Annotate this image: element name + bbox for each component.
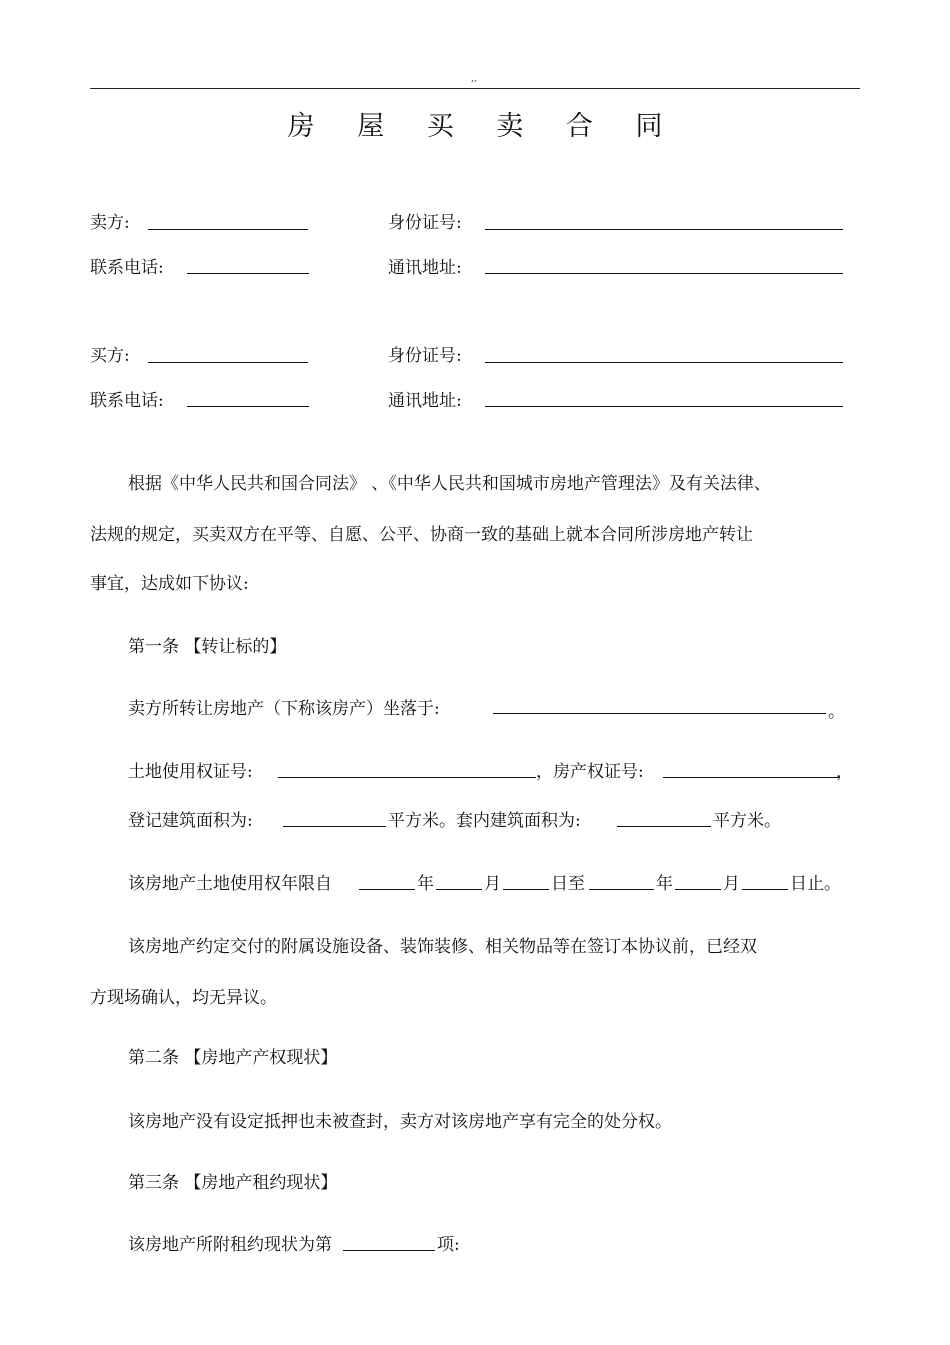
lease-item-field[interactable] — [343, 1250, 435, 1251]
inner-area-unit: 平方米。 — [713, 811, 781, 831]
term-start-month-unit: 月 — [484, 874, 501, 894]
inner-area-field[interactable] — [617, 826, 711, 827]
term-start-year-field[interactable] — [359, 889, 415, 890]
property-cert-label: ，房产权证号: — [536, 762, 644, 782]
seller-id-label: 身份证号: — [388, 213, 462, 233]
term-label: 该房地产土地使用权年限自 — [128, 874, 332, 894]
article-2-heading: 第二条 【房地产产权现状】 — [128, 1048, 338, 1068]
article-2-text: 该房地产没有设定抵押也未被查封，卖方对该房地产享有完全的处分权。 — [128, 1112, 672, 1132]
header-mark: ,, — [471, 74, 477, 84]
buyer-phone-field[interactable] — [187, 406, 309, 407]
facilities-line-1: 该房地产约定交付的附属设施设备、装饰装修、相关物品等在签订本协议前，已经双 — [128, 937, 757, 957]
seller-address-field[interactable] — [485, 273, 843, 274]
preamble-line-3: 事宜，达成如下协议: — [90, 574, 249, 594]
buyer-id-label: 身份证号: — [388, 346, 462, 366]
term-start-day-field[interactable] — [503, 889, 549, 890]
term-end-year-unit: 年 — [656, 874, 673, 894]
land-cert-label: 土地使用权证号: — [128, 762, 253, 782]
seller-phone-field[interactable] — [187, 273, 309, 274]
buyer-name-field[interactable] — [148, 362, 308, 363]
location-field[interactable] — [493, 713, 826, 714]
property-cert-end: ， — [836, 762, 853, 782]
preamble-line-1: 根据《中华人民共和国合同法》 、《中华人民共和国城市房地产管理法》及有关法律、 — [128, 474, 771, 494]
term-end-year-field[interactable] — [589, 889, 654, 890]
seller-label: 卖方: — [90, 213, 130, 233]
lease-status-suffix: 项: — [437, 1235, 460, 1255]
area-label: 登记建筑面积为: — [128, 811, 253, 831]
seller-phone-label: 联系电话: — [90, 258, 164, 278]
buyer-label: 买方: — [90, 346, 130, 366]
lease-status-prefix: 该房地产所附租约现状为第 — [128, 1235, 332, 1255]
buyer-address-label: 通讯地址: — [388, 391, 462, 411]
article-3-heading: 第三条 【房地产租约现状】 — [128, 1173, 338, 1193]
area-field[interactable] — [283, 826, 386, 827]
location-label: 卖方所转让房地产（下称该房产）坐落于: — [128, 699, 440, 719]
term-end-day-unit: 日止。 — [790, 874, 841, 894]
land-cert-field[interactable] — [278, 777, 536, 778]
location-end: 。 — [828, 702, 845, 722]
article-1-heading: 第一条 【转让标的】 — [128, 637, 287, 657]
seller-address-label: 通讯地址: — [388, 258, 462, 278]
facilities-line-2: 方现场确认，均无异议。 — [90, 988, 277, 1008]
term-end-month-field[interactable] — [675, 889, 721, 890]
buyer-address-field[interactable] — [485, 406, 843, 407]
seller-name-field[interactable] — [148, 229, 308, 230]
seller-id-field[interactable] — [485, 229, 843, 230]
document-title: 房 屋 买 卖 合 同 — [287, 111, 680, 142]
header-rule — [90, 88, 860, 89]
preamble-line-2: 法规的规定，买卖双方在平等、自愿、公平、协商一致的基础上就本合同所涉房地产转让 — [90, 525, 753, 545]
term-start-month-field[interactable] — [436, 889, 482, 890]
term-start-day-unit: 日至 — [551, 874, 585, 894]
term-end-day-field[interactable] — [742, 889, 788, 890]
property-cert-field[interactable] — [663, 777, 839, 778]
buyer-phone-label: 联系电话: — [90, 391, 164, 411]
buyer-id-field[interactable] — [485, 362, 843, 363]
area-unit-label: 平方米。套内建筑面积为: — [388, 811, 581, 831]
term-end-month-unit: 月 — [723, 874, 740, 894]
term-start-year-unit: 年 — [417, 874, 434, 894]
